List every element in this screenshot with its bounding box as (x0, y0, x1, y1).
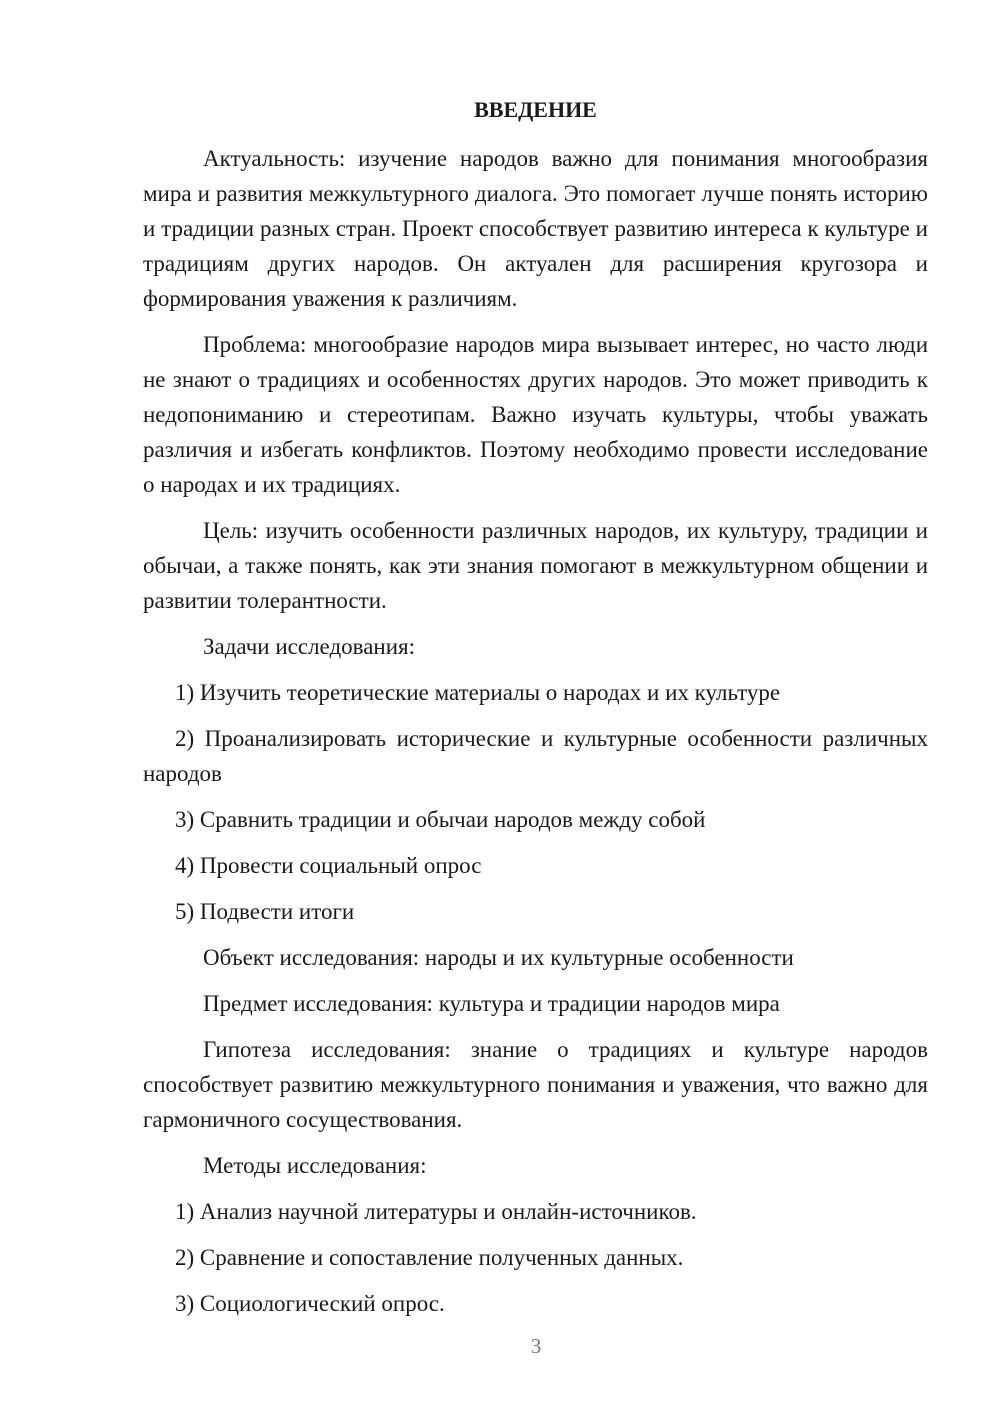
paragraph-problem: Проблема: многообразие народов мира вызывает интерес, но часто люди не знают о традициях и особенностях других народов. Это может приводить к недопониманию и стереотипам. Важно изучать культуры, чтобы уважать различия и избегать конфликтов. Поэтому необходимо провести исследование о народах и их традициях. (143, 332, 928, 497)
page-number: 3 (530, 1334, 542, 1358)
method-item-1: 1) Анализ научной литературы и онлайн-источников. (175, 1199, 697, 1224)
task-item-4: 4) Провести социальный опрос (175, 853, 482, 878)
paragraph-relevance: Актуальность: изучение народов важно для понимания многообразия мира и развития межкультурного диалога. Это помогает лучше понять историю и традиции разных стран. Проект способствует развитию интереса к культуре и традициям других народов. Он актуален для расширения кругозора и формирования уважения к различиям. (143, 146, 928, 311)
methods-heading: Методы исследования: (203, 1153, 427, 1178)
page-title: ВВЕДЕНИЕ (474, 97, 597, 122)
task-item-1: 1) Изучить теоретические материалы о народах и их культуре (175, 680, 781, 705)
task-item-2: 2) Проанализировать исторические и культурные особенности различных народов (143, 726, 928, 786)
method-item-2: 2) Сравнение и сопоставление полученных данных. (175, 1245, 684, 1270)
paragraph-goal: Цель: изучить особенности различных народов, их культуру, традиции и обычаи, а также понять, как эти знания помогают в межкультурном общении и развитии толерантности. (143, 518, 928, 613)
task-item-5: 5) Подвести итоги (175, 899, 355, 924)
tasks-heading: Задачи исследования: (203, 634, 416, 659)
method-item-3: 3) Социологический опрос. (175, 1291, 445, 1316)
paragraph-hypothesis: Гипотеза исследования: знание о традициях и культуре народов способствует развитию межкультурного понимания и уважения, что важно для гармоничного сосуществования. (143, 1037, 928, 1132)
paragraph-subject: Предмет исследования: культура и традиции народов мира (203, 991, 780, 1016)
page-content (143, 95, 928, 1332)
task-item-3: 3) Сравнить традиции и обычаи народов между собой (175, 807, 706, 832)
paragraph-object: Объект исследования: народы и их культурные особенности (203, 945, 794, 970)
